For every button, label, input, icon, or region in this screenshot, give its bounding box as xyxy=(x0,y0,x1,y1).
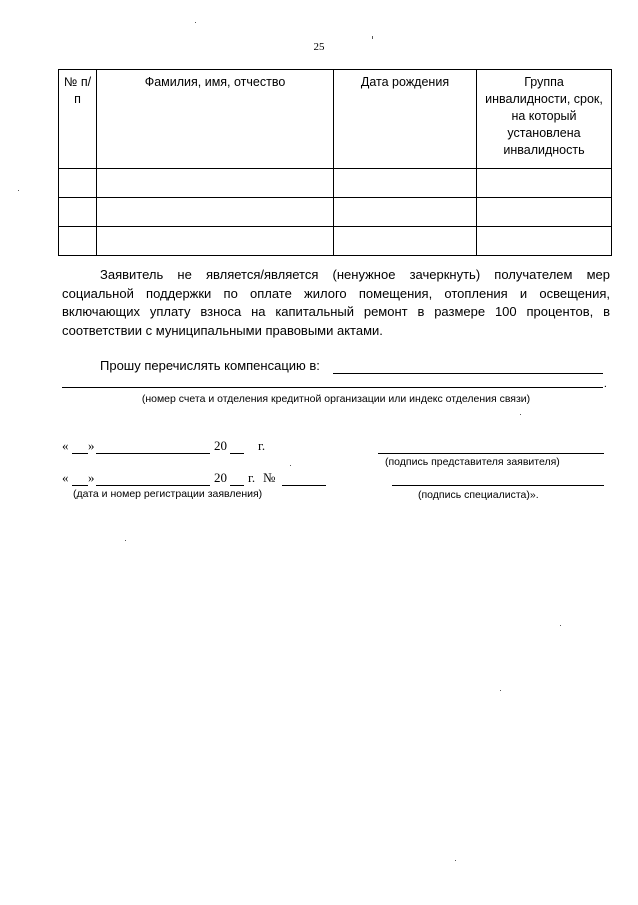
table-cell xyxy=(334,227,477,256)
open-quote-2: « xyxy=(62,470,69,485)
table-cell xyxy=(477,227,612,256)
applicant-signature-caption: (подпись представителя заявителя) xyxy=(385,456,560,468)
date-line-1 xyxy=(62,438,69,454)
scan-speck xyxy=(125,540,126,541)
close-quote: » xyxy=(88,438,95,453)
col-header-number: № п/п xyxy=(59,70,97,169)
table-cell xyxy=(334,169,477,198)
year-field-2[interactable] xyxy=(230,485,244,486)
scan-speck xyxy=(195,22,196,23)
status-paragraph xyxy=(62,266,610,340)
date-caption: (дата и номер регистрации заявления) xyxy=(73,488,263,500)
transfer-destination-line-2[interactable] xyxy=(62,387,603,388)
table-cell xyxy=(97,227,334,256)
scan-speck xyxy=(372,36,373,39)
table-cell xyxy=(97,169,334,198)
table-cell xyxy=(59,227,97,256)
scan-speck xyxy=(290,465,291,466)
scan-speck xyxy=(520,414,521,415)
period-mark: . xyxy=(604,378,607,390)
table-cell xyxy=(477,169,612,198)
table-row xyxy=(59,227,612,256)
month-field-1[interactable] xyxy=(96,453,210,454)
transfer-destination-line[interactable] xyxy=(333,373,603,374)
persons-table xyxy=(58,69,612,256)
year-suffix-1: г. xyxy=(258,438,266,453)
specialist-signature-caption: (подпись специалиста)». xyxy=(418,489,539,501)
col-header-fullname: Фамилия, имя, отчество xyxy=(97,70,334,169)
number-sign: № xyxy=(263,470,276,485)
table-cell xyxy=(59,198,97,227)
transfer-caption: (номер счета и отделения кредитной организации или индекс отделения связи) xyxy=(141,393,531,405)
year-field-1[interactable] xyxy=(230,453,244,454)
day-field-2[interactable] xyxy=(72,485,88,486)
day-field-1[interactable] xyxy=(72,453,88,454)
open-quote: « xyxy=(62,438,69,453)
transfer-label: Прошу перечислять компенсацию в: xyxy=(100,358,320,373)
scan-speck xyxy=(560,625,561,626)
table-cell xyxy=(334,198,477,227)
table-cell xyxy=(59,169,97,198)
month-field-2[interactable] xyxy=(96,485,210,486)
specialist-signature-line[interactable] xyxy=(392,485,604,486)
table-row xyxy=(59,198,612,227)
registration-number-field[interactable] xyxy=(282,485,326,486)
status-paragraph-text: Заявитель не является/является (ненужное зачеркнуть) получателем мер социальной поддержки по оплате жилого помещения, отопления и освещения, включающих уплату взноса на капитальный ремонт в размере 100 процентов, в соответствии с муниципальными правовыми актами. xyxy=(62,267,610,338)
col-header-disability: Группа инвалидности, срок, на который установлена инвалидность xyxy=(477,70,612,169)
table-cell xyxy=(477,198,612,227)
table-header-row xyxy=(59,70,612,169)
col-header-birthdate: Дата рождения xyxy=(334,70,477,169)
year-prefix-1: 20 xyxy=(214,438,227,453)
year-prefix-2: 20 xyxy=(214,470,227,485)
scan-speck xyxy=(500,690,501,691)
close-quote-2: » xyxy=(88,470,95,485)
page-number: 25 xyxy=(313,41,325,53)
table-cell xyxy=(97,198,334,227)
applicant-signature-line[interactable] xyxy=(378,453,604,454)
year-suffix-2: г. xyxy=(248,470,256,485)
scan-speck xyxy=(18,190,19,191)
scan-speck xyxy=(455,860,456,861)
table-row xyxy=(59,169,612,198)
